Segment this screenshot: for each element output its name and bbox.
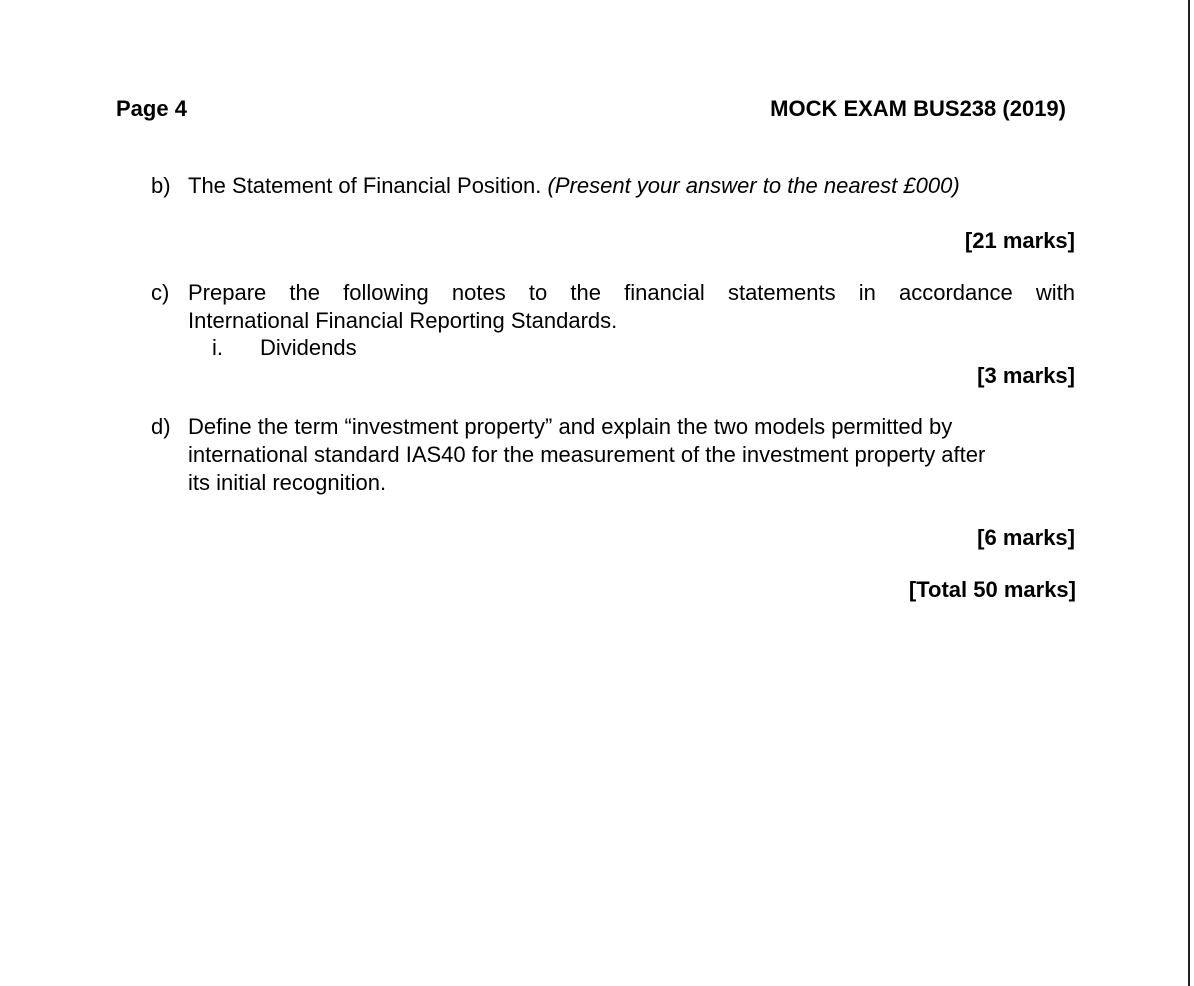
page-edge (1188, 0, 1190, 986)
sub-item-number: i. (212, 335, 223, 360)
sub-item-text: Dividends (260, 335, 357, 360)
total-marks: [Total 50 marks] (908, 577, 1076, 602)
question-b-letter: b) (151, 173, 171, 198)
question-c-line-2: International Financial Reporting Standards. (188, 308, 618, 333)
question-d-letter: d) (151, 414, 171, 439)
question-b-marks: [21 marks] (964, 228, 1075, 253)
question-d-line-3: its initial recognition. (188, 470, 387, 495)
question-d (151, 413, 1075, 497)
question-b (151, 172, 1075, 200)
question-d-line-1: Define the term “investment property” and explain the two models permitted by (188, 414, 953, 439)
question-b-note: (Present your answer to the nearest £000) (547, 173, 960, 198)
question-b-text: The Statement of Financial Position. (188, 173, 542, 198)
question-d-line-2: international standard IAS40 for the measurement of the investment property after (188, 442, 986, 467)
question-c-letter: c) (151, 280, 170, 305)
question-d-marks: [6 marks] (977, 525, 1075, 550)
question-c-line-1: Prepare the following notes to the financial statements in accordance with (188, 280, 1075, 305)
question-c-marks: [3 marks] (977, 363, 1075, 388)
page-number: Page 4 (116, 96, 187, 121)
exam-title: MOCK EXAM BUS238 (2019) (770, 96, 1066, 121)
question-c (151, 279, 1075, 361)
question-c-sub-item (188, 335, 1075, 361)
